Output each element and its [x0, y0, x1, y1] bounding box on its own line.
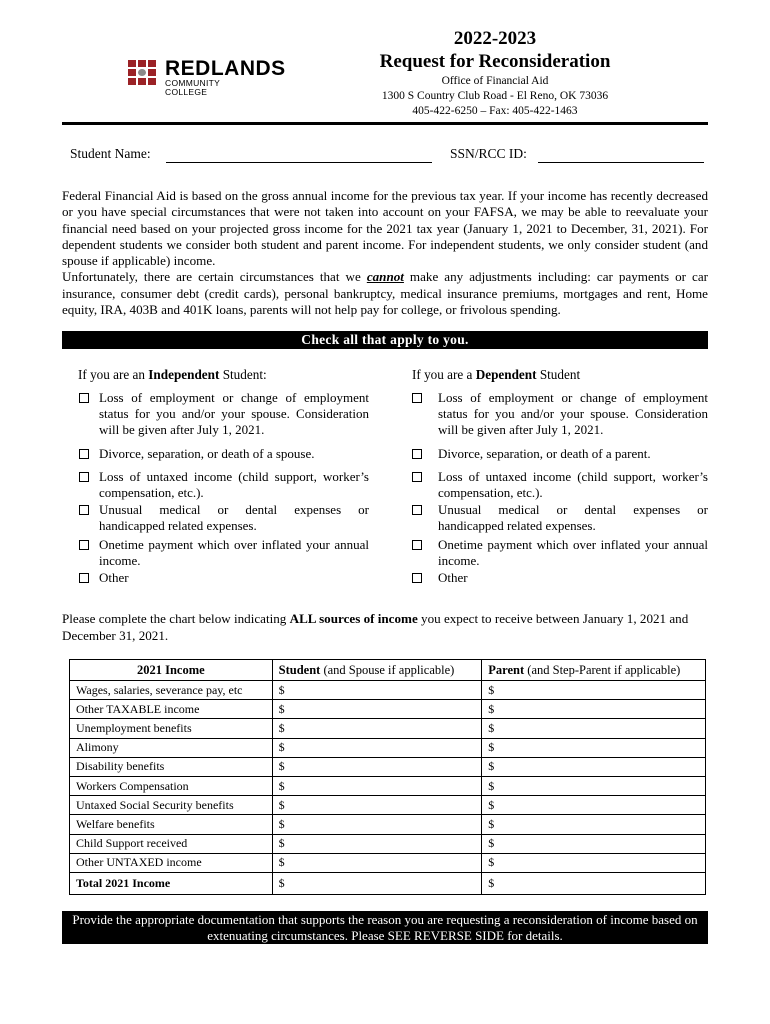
income-source-label: Alimony [70, 738, 273, 757]
checkbox-icon[interactable] [79, 505, 89, 515]
table-row [70, 700, 706, 719]
checkbox-icon[interactable] [79, 573, 89, 583]
header-divider [62, 122, 708, 125]
option-label: Onetime payment which over inflated your annual income. [99, 537, 369, 568]
student-amount-field[interactable]: $ [272, 757, 482, 776]
parent-amount-field[interactable]: $ [482, 700, 706, 719]
checkbox-icon[interactable] [79, 393, 89, 403]
instructions-start: Please complete the chart below indicating [62, 611, 290, 626]
checkbox-icon[interactable] [79, 540, 89, 550]
income-source-label: Workers Compensation [70, 776, 273, 795]
intro-p2-start: Unfortunately, there are certain circumstances that we [62, 269, 367, 285]
ssn-underline [538, 162, 704, 163]
student-name-underline [166, 162, 432, 163]
option-label: Unusual medical or dental expenses or handicapped related expenses. [99, 502, 369, 533]
parent-amount-field[interactable]: $ [482, 738, 706, 757]
option-label: Divorce, separation, or death of a parent. [438, 446, 651, 461]
table-row [70, 796, 706, 815]
college-logo [128, 57, 286, 97]
student-column-header [272, 660, 482, 681]
student-amount-field[interactable]: $ [272, 872, 482, 894]
table-row [70, 815, 706, 834]
student-amount-field[interactable]: $ [272, 681, 482, 700]
office-name: Office of Financial Aid [441, 75, 549, 87]
income-table [69, 659, 706, 895]
parent-amount-field[interactable]: $ [482, 681, 706, 700]
option-label: Loss of employment or change of employment status for you and/or your spouse. Consideration will be given after July 1, 2021. [438, 390, 708, 437]
parent-header-bold: Parent [488, 662, 525, 677]
option-label: Loss of untaxed income (child support, worker’s compensation, etc.). [99, 469, 369, 500]
office-address: 1300 S Country Club Road - El Reno, OK 73036 [381, 90, 609, 102]
student-header-bold: Student [278, 662, 321, 677]
option-label: Other [438, 570, 468, 585]
table-row [70, 834, 706, 853]
intro-text [62, 188, 708, 318]
income-source-label: Other TAXABLE income [70, 700, 273, 719]
dependent-heading-bold: Dependent [475, 367, 537, 382]
option-label: Loss of employment or change of employment status for you and/or your spouse. Consideration will be given after July 1, 2021. [99, 390, 369, 437]
dependent-heading-suffix: Student [536, 367, 581, 382]
income-source-label: Disability benefits [70, 757, 273, 776]
form-header [340, 28, 650, 119]
option-label: Divorce, separation, or death of a spouse. [99, 446, 315, 461]
student-amount-field[interactable]: $ [272, 700, 482, 719]
table-row [70, 776, 706, 795]
parent-amount-field[interactable]: $ [482, 834, 706, 853]
instructions-bold: ALL sources of income [289, 611, 418, 626]
parent-amount-field[interactable]: $ [482, 853, 706, 872]
student-name-label: Student Name: [70, 146, 151, 161]
option-label: Other [99, 570, 129, 585]
checkbox-icon[interactable] [412, 449, 422, 459]
student-amount-field[interactable]: $ [272, 834, 482, 853]
student-amount-field[interactable]: $ [272, 853, 482, 872]
logo-name: REDLANDS [165, 57, 286, 80]
income-chart-instructions [62, 611, 708, 644]
check-all-banner: Check all that apply to you. [62, 331, 708, 349]
student-amount-field[interactable]: $ [272, 776, 482, 795]
option-label: Unusual medical or dental expenses or handicapped related expenses. [438, 502, 708, 533]
intro-paragraph-2 [62, 269, 708, 318]
ssn-field[interactable] [538, 146, 704, 162]
table-row [70, 719, 706, 738]
form-title: Request for Reconsideration [379, 51, 611, 72]
parent-amount-field[interactable]: $ [482, 796, 706, 815]
checkbox-icon[interactable] [412, 505, 422, 515]
checkbox-icon[interactable] [412, 393, 422, 403]
income-header-text: 2021 Income [136, 662, 205, 677]
parent-amount-field[interactable]: $ [482, 757, 706, 776]
student-name-field[interactable] [166, 146, 432, 162]
parent-amount-field[interactable]: $ [482, 776, 706, 795]
income-source-label: Untaxed Social Security benefits [70, 796, 273, 815]
checkbox-icon[interactable] [79, 449, 89, 459]
independent-heading-suffix: Student: [219, 367, 267, 382]
intro-cannot-emphasis: cannot [366, 269, 404, 285]
income-source-label: Child Support received [70, 834, 273, 853]
student-amount-field[interactable]: $ [272, 796, 482, 815]
independent-heading-bold: Independent [148, 367, 220, 382]
income-source-label: Welfare benefits [70, 815, 273, 834]
ssn-label: SSN/RCC ID: [450, 146, 527, 161]
intro-p2-end: make any adjustments including: car payments or car insurance, consumer debt (credit cards), personal bankruptcy, medical insurance premiums, mortgages and rent, Home equity, IRA, 403B and 401K loans, parents will not help pay for college, or frivolous spending. [62, 269, 709, 318]
dependent-heading [412, 367, 580, 383]
checkbox-icon[interactable] [79, 472, 89, 482]
table-row [70, 738, 706, 757]
income-total-row [70, 872, 706, 894]
logo-subtitle: COMMUNITY COLLEGE [165, 78, 220, 97]
independent-heading [78, 367, 267, 383]
dependent-heading-prefix: If you are a [412, 367, 476, 382]
independent-heading-prefix: If you are an [78, 367, 149, 382]
income-source-label: Other UNTAXED income [70, 853, 273, 872]
instructions-end: you expect to receive between January 1, 2021 and December 31, 2021. [62, 611, 689, 643]
documentation-banner: Provide the appropriate documentation that supports the reason you are requesting a reconsideration of income based on extenuating circumstances. Please SEE REVERSE SIDE for details. [62, 911, 708, 944]
student-amount-field[interactable]: $ [272, 719, 482, 738]
checkbox-icon[interactable] [412, 472, 422, 482]
option-label: Onetime payment which over inflated your annual income. [438, 537, 708, 568]
income-column-header [70, 660, 273, 681]
checkbox-icon[interactable] [412, 573, 422, 583]
office-phone: 405-422-6250 – Fax: 405-422-1463 [412, 105, 578, 117]
form-year: 2022-2023 [453, 28, 537, 49]
income-source-label: Wages, salaries, severance pay, etc [70, 681, 273, 700]
parent-amount-field[interactable]: $ [482, 872, 706, 894]
table-row [70, 757, 706, 776]
parent-column-header [482, 660, 706, 681]
table-row [70, 853, 706, 872]
income-source-label: Unemployment benefits [70, 719, 273, 738]
table-row [70, 681, 706, 700]
checkbox-icon[interactable] [412, 540, 422, 550]
income-source-label: Total 2021 Income [70, 872, 273, 894]
parent-header-rest: (and Step-Parent if applicable) [524, 662, 681, 677]
student-amount-field[interactable]: $ [272, 815, 482, 834]
parent-amount-field[interactable]: $ [482, 815, 706, 834]
intro-paragraph-1: Federal Financial Aid is based on the gross annual income for the previous tax year. If your income has recently decreased or you have special circumstances that were not taken into account on your FAFSA, we may be able to reevaluate your financial need based on your projected gross income for the 2021 tax year (January 1, 2021 to December, 31, 2021). For dependent students we consider both student and parent income. For independent students, we only consider student (and spouse if applicable) income. [62, 188, 708, 269]
parent-amount-field[interactable]: $ [482, 719, 706, 738]
income-table-header [70, 660, 706, 681]
student-header-rest: (and Spouse if applicable) [320, 662, 455, 677]
option-label: Loss of untaxed income (child support, worker’s compensation, etc.). [438, 469, 708, 500]
logo-mark-icon [128, 60, 158, 86]
student-amount-field[interactable]: $ [272, 738, 482, 757]
